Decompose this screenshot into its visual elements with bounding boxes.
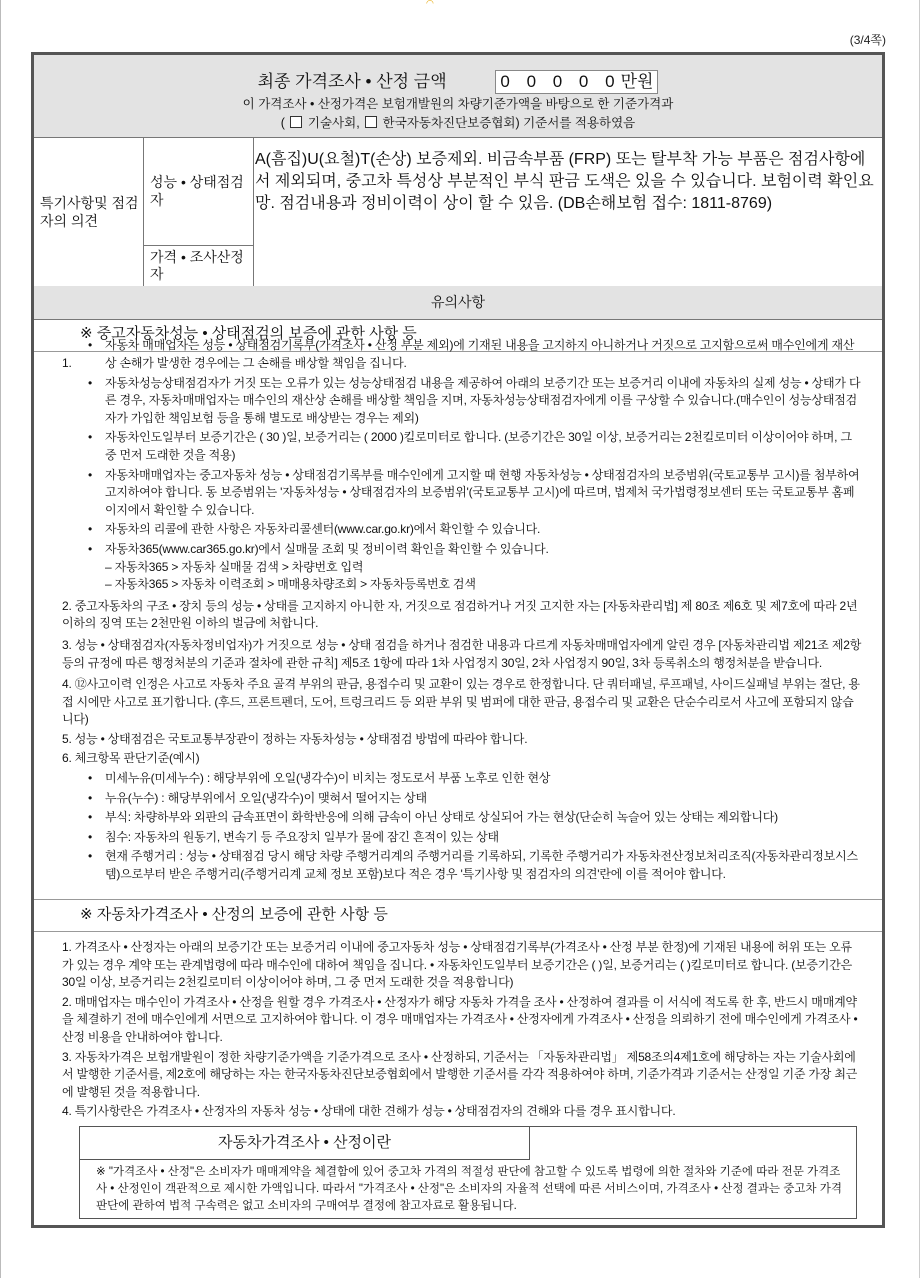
list-item: • 자동차인도일부터 보증기간은 ( 30 )일, 보증거리는 ( 2000 )킬로미터로 합니다. (보증기간은 30일 이상, 보증거리는 2천킬로미터 이상이어야 하며, 그 중 먼저 도래한 것을 적용) [88, 430, 852, 462]
definition-box [79, 1126, 857, 1219]
list-item: – 자동차365 > 자동차 이력조회 > 매매용차량조회 > 자동차등록번호 검색 [105, 577, 476, 592]
top-mark-icon: ◠ [426, 0, 434, 8]
price-unit: 만원 [620, 72, 654, 91]
price-header [34, 55, 882, 138]
section1-list: 1. • 자동차 매매업자는 성능 • 상태점검기록부(가격조사 • 산정 부분 제외)에 기재된 내용을 고지하지 아니하거나 거짓으로 고지함으로써 매수인에게 재산상 손해가 발생한 경우에는 그 손해를 배상할 책임을 집니다. • 자동차성능상태점검자가 거짓 또는 오류가 있는 성능상태점검 내용을 제공하여 아래의 보증기간 또는 보증거리 이내에 자동차의 실제 성능 • 상태가 다른 경우, 자동차매매업자는 매수인의 재산상 손해를 배상할 책임을 지며, 자동차성능상태점검자에게 이를 구상할 수 있습니다.(매수인이 성능상태점검자가 가입한 책임보험 등을 통해 별도로 배상받는 경우는 제외) • 자동차인도일부터 보증기간은 ( 30 )일, 보증거리는 ( 2000 )킬로미터로 합니다. (보증기간은 30일 이상, 보증거리는 2천킬로미터 이상이어야 하며, 그 중 먼저 도래한 것을 적용) • 자동차매매업자는 중고자동차 성능 • 상태점검기록부를 매수인에게 고지할 때 현행 자동차성능 • 상태점검자의 보증범위(국토교통부 고시)를 첨부하여 고지하여야 합니다. 동 보증범위는 '자동차성능 • 상태점검자의 보증범위'(국토교통부 고시)에 따르며, 법제처 국가법령정보센터 또는 국토교통부 홈페이지에서 확인할 수 있습니다. • 자동차의 리콜에 관한 사항은 자동차리콜센터(www.car.go.kr)에서 확인할 수 있습니다. • 자동차365(www.car365.go.kr)에서 실매물 조회 및 정비이력 확인을 확인할 수 있습니다. – 자동차365 > 자동차 실매물 검색 > 차량번호 입력 – 자동차365 > 자동차 이력조회 > 매매용차량조회 > 자동차등록번호 검색 2. 중고자동차의 구조 • 장치 등의 성능 • 상태를 고지하지 아니한 자, 거짓으로 점검하거나 거짓 고지한 자는 [자동차관리법] 제 80조 제6호 및 제7호에 따라 2년 이하의 징역 또는 2천만원 이하의 벌금에 처합니다. 3. 성능 • 상태점검자(자동차정비업자)가 거짓으로 성능 • 상태 점검을 하거나 점검한 내용과 다르게 자동차매매업자에게 알린 경우 [자동차관리법 제21조 제2항 등의 규정에 따른 행정처분의 기준과 절차에 관한 규칙] 제5조 1항에 따라 1차 사업정지 30일, 2차 사업정지 90일, 3차 등록취소의 행정처분을 받습니다. 4. ⑫사고이력 인정은 사고로 자동차 주요 골격 부위의 판금, 용접수리 및 교환이 있는 경우로 한정합니다. 단 쿼터패널, 루프패널, 사이드실패널 부위는 절단, 용접 시에만 사고로 표기합니다. (후드, 프론트펜더, 도어, 트렁크리드 등 외판 부위 및 범퍼에 대한 판금, 용접수리 및 교환은 단순수리로서 사고에 포함되지 않습니다) 5. 성능 • 상태점검은 국토교통부장관이 정하는 자동차성능 • 상태점검 방법에 따라야 합니다. 6. 체크항목 판단기준(예시) • 미세누유(미세누수) : 해당부위에 오일(냉각수)이 비치는 정도로서 부품 노후로 인한 현상 • 누유(누수) : 해당부위에서 오일(냉각수)이 맺혀서 떨어지는 상태 • 부식: 차량하부와 외판의 금속표면이 화학반응에 의해 금속이 아닌 상태로 상실되어 가는 현상(단순히 녹슬어 있는 상태는 제외합니다) • 침수: 자동차의 원동기, 변속기 등 주요장치 일부가 물에 잠긴 흔적이 있는 상태 • 현재 주행거리 : 성능 • 상태점검 당시 해당 차량 주행거리계의 주행거리를 기록하되, 기록한 주행거리가 자동차전산정보처리조직(자동차관리정보시스템)으로부터 받은 주행거리(주행거리계 교체 정보 포함)보다 적은 경우 '특기사항 및 점검자의 의견'란에 이를 적어야 합니다. [62, 355, 862, 884]
price-amount-field[interactable] [495, 70, 658, 94]
remarks-heading: 특기사항및 점검자의 의견 [34, 137, 144, 286]
list-item: • 자동차의 리콜에 관한 사항은 자동차리콜센터(www.car.go.kr)에서 확인할 수 있습니다. [88, 522, 541, 537]
diagnosis-association-label: 한국자동차진단보증협회) 기준서를 적용하였음 [382, 116, 636, 130]
remarks-section [34, 137, 882, 287]
engineers-association-checkbox[interactable] [290, 116, 302, 128]
page-number: (3/4쪽) [849, 33, 886, 47]
list-item: • 부식: 차량하부와 외판의 금속표면이 화학반응에 의해 금속이 아닌 상태로 상실되어 가는 현상(단순히 녹슬어 있는 상태는 제외합니다) [88, 810, 778, 825]
list-item: 3. 성능 • 상태점검자(자동차정비업자)가 거짓으로 성능 • 상태 점검을 하거나 점검한 내용과 다르게 자동차매매업자에게 알린 경우 [자동차관리법 제21조 제2항 등의 규정에 따른 행정처분의 기준과 절차에 관한 규칙] 제5조 1항에 따라 1차 사업정지 30일, 2차 사업정지 90일, 3차 등록취소의 행정처분을 받습니다. [62, 637, 862, 670]
list-item: • 미세누유(미세누수) : 해당부위에 오일(냉각수)이 비치는 정도로서 부품 노후로 인한 현상 [88, 771, 551, 786]
list-item: • 자동차 매매업자는 성능 • 상태점검기록부(가격조사 • 산정 부분 제외)에 기재된 내용을 고지하지 아니하거나 거짓으로 고지함으로써 매수인에게 재산상 손해가 발생한 경우에는 그 손해를 배상할 책임을 집니다. [88, 338, 855, 370]
list-item: 6. 체크항목 판단기준(예시) [62, 751, 200, 766]
list-item: 2. 매매업자는 매수인이 가격조사 • 산정을 원할 경우 가격조사 • 산정자가 해당 자동차 가격을 조사 • 산정하여 결과를 이 서식에 적도록 한 후, 반드시 매매계약을 체결하기 전에 매수인에게 서면으로 고지하여야 합니다. 이 경우 매매업자는 가격조사 • 산정자에게 가격조사 • 산정을 의뢰하기 전에 매수인에게 가격조사 • 산정 비용을 안내하여야 합니다. [62, 994, 858, 1044]
list-item: • 자동차성능상태점검자가 거짓 또는 오류가 있는 성능상태점검 내용을 제공하여 아래의 보증기간 또는 보증거리 이내에 자동차의 실제 성능 • 상태가 다른 경우, 자동차매매업자는 매수인의 재산상 손해를 배상할 책임을 지며, 자동차성능상태점검자에게 이를 구상할 수 있습니다.(매수인이 성능상태점검자가 가입한 책임보험 등을 통해 별도로 배상받는 경우는 제외) [88, 375, 861, 425]
list-item: 1. 가격조사 • 산정자는 아래의 보증기간 또는 보증거리 이내에 중고자동차 성능 • 상태점검기록부(가격조사 • 산정 부분 한정)에 기재된 내용에 허위 또는 오류가 있는 경우 계약 또는 관계법령에 따라 매수인에 대하여 책임을 집니다. • 자동차인도일부터 보증기간은 ( )일, 보증거리는 ( )킬로미터로 합니다. (보증기간은 30일 이상, 보증거리는 2천킬로미터 이상이어야 하며, 그 중 먼저 도래한 것을 적용합니다) [62, 940, 852, 990]
list-item: • 자동차매매업자는 중고자동차 성능 • 상태점검기록부를 매수인에게 고지할 때 현행 자동차성능 • 상태점검자의 보증범위(국토교통부 고시)를 첨부하여 고지하여야 합니다. 동 보증범위는 '자동차성능 • 상태점검자의 보증범위'(국토교통부 고시)에 따르며, 법제처 국가법령정보센터 또는 국토교통부 홈페이지에서 확인할 수 있습니다. [88, 467, 860, 517]
section2-list [62, 939, 862, 1121]
section2-title: ※ 자동차가격조사 • 산정의 보증에 관한 사항 등 [34, 899, 882, 932]
list-item: 2. 중고자동차의 구조 • 장치 등의 성능 • 상태를 고지하지 아니한 자, 거짓으로 점검하거나 거짓 고지한 자는 [자동차관리법] 제 80조 제6호 및 제7호에 따라 2년 이하의 징역 또는 2천만원 이하의 벌금에 처합니다. [62, 598, 858, 631]
inspector-remarks: A(흠집)U(요철)T(손상) 보증제외. 비금속부품 (FRP) 또는 탈부착 가능 부품은 점검사항에서 제외되며, 중고차 특성상 부분적인 부식 판금 도색은 있을 수 있습니다. 보험이력 확인요망. 점검내용과 정비이력이 상이 할 수 있음. (DB손해보험 접수: 1811-8769) [255, 151, 874, 212]
list-item: 5. 성능 • 상태점검은 국토교통부장관이 정하는 자동차성능 • 상태점검 방법에 따라야 합니다. [62, 731, 528, 746]
definition-title: 자동차가격조사 • 산정이란 [80, 1127, 530, 1160]
list-item: – 자동차365 > 자동차 실매물 검색 > 차량번호 입력 [105, 559, 364, 574]
form-frame [31, 52, 885, 1228]
price-basis-text: 이 가격조사 • 산정가격은 보험개발원의 차량기준가액을 바탕으로 한 기준가격과 [242, 97, 674, 111]
list-item: 3. 자동차가격은 보험개발원이 정한 차량기준가액을 기준가격으로 조사 • 산정하되, 기준서는 「자동차관리법」 제58조의4제1호에 해당하는 자는 기술사회에서 발행한 기준서를, 제2호에 해당하는 자는 한국자동차진단보증협회에서 발행한 기준서를 각각 적용하여야 하며, 기준가격과 기준서는 산정일 기준 가장 최근에 발행된 것을 적용합니다. [62, 1049, 858, 1099]
list-item: • 자동차365(www.car365.go.kr)에서 실매물 조회 및 정비이력 확인을 확인할 수 있습니다. [88, 541, 549, 556]
list-item: • 누유(누수) : 해당부위에서 오일(냉각수)이 맺혀서 떨어지는 상태 [88, 790, 427, 805]
list-item: • 침수: 자동차의 원동기, 변속기 등 주요장치 일부가 물에 잠긴 흔적이 있는 상태 [88, 829, 499, 844]
list-item: 4. 특기사항란은 가격조사 • 산정자의 자동차 성능 • 상태에 대한 견해가 성능 • 상태점검자의 견해와 다를 경우 표시합니다. [62, 1104, 676, 1119]
diagnosis-association-checkbox[interactable] [365, 116, 377, 128]
notes-header: 유의사항 [34, 286, 882, 320]
engineers-association-label: 기술사회, [307, 116, 360, 130]
standard-selection: ( 기술사회, 한국자동차진단보증협회) 기준서를 적용하였음 [280, 116, 636, 130]
appraiser-label: 가격 • 조사산정자 [144, 246, 254, 286]
list-item: 4. ⑫사고이력 인정은 사고로 자동차 주요 골격 부위의 판금, 용접수리 및 교환이 있는 경우로 한정합니다. 단 쿼터패널, 루프패널, 사이드실패널 부위는 절단, 용접 시에만 사고로 표기합니다. (후드, 프론트펜더, 도어, 트렁크리드 등 외판 부위 및 범퍼에 대한 판금, 용접수리 및 교환은 단순수리로서 사고에 포함되지 않습니다) [62, 677, 860, 727]
price-title: 최종 가격조사 • 산정 금액 [257, 72, 447, 91]
list-item: • 현재 주행거리 : 성능 • 상태점검 당시 해당 차량 주행거리계의 주행거리를 기록하되, 기록한 주행거리가 자동차전산정보처리조직(자동차관리정보시스템)으로부터 받은 주행거리(주행거리계 교체 정보 포함)보다 적은 경우 '특기사항 및 점검자의 의견'란에 이를 적어야 합니다. [88, 849, 858, 882]
price-amount: 0 0 0 0 0 [500, 72, 621, 91]
page-edge-left [0, 0, 1, 1278]
definition-text: ※ "가격조사 • 산정"은 소비자가 매매계약을 체결함에 있어 중고차 가격의 적절성 판단에 참고할 수 있도록 법령에 의한 절차와 기준에 따라 전문 가격조사 • 산정인이 객관적으로 제시한 가액입니다. 따라서 "가격조사 • 산정"은 소비자의 자율적 선택에 따른 서비스이며, 가격조사 • 산정 결과는 중고차 가격판단에 관하여 법적 구속력은 없고 소비자의 구매여부 결정에 참고자료로 활용됩니다. [96, 1166, 842, 1212]
section1-title: ※ 중고자동차성능 • 상태점검의 보증에 관한 사항 등 [34, 319, 882, 352]
inspector-label: 성능 • 상태점검자 [144, 137, 254, 246]
